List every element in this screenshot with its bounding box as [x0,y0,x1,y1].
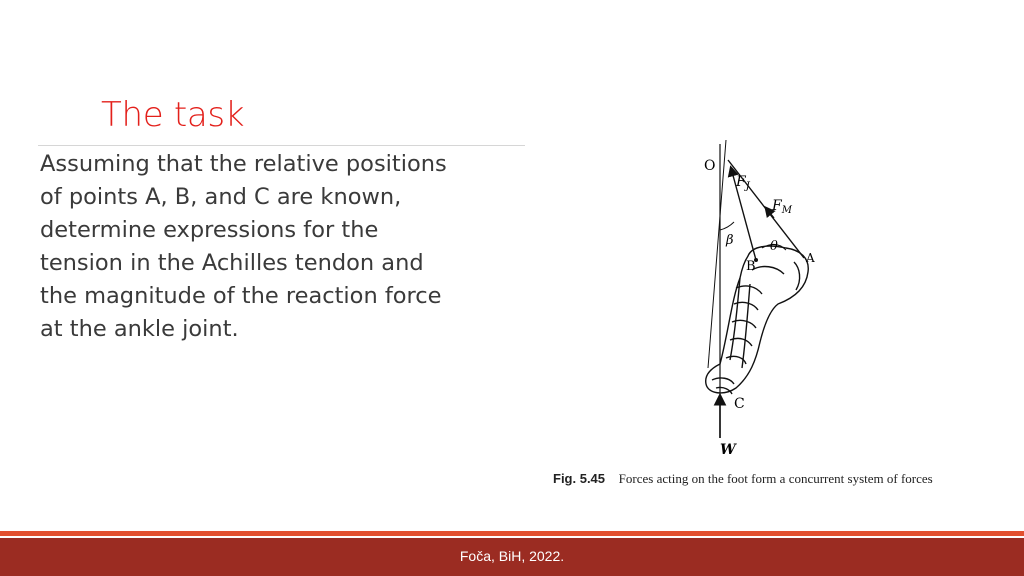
label-beta: β [726,233,734,248]
figure-caption [553,471,933,487]
task-description: Assuming that the relative positions of points A, B, and C are known, determine expressions for the tension in the Achilles tendon and the magnitude of the reaction force at the ankle joint. [40,151,447,342]
label-c: C [734,396,745,412]
foot-skeleton [706,246,809,394]
foot-diagram-svg [690,138,830,458]
label-theta: θ [770,239,778,254]
slide-title: The task [101,95,245,135]
figure-caption-text: Forces acting on the foot form a concurrent system of forces [618,471,933,486]
foot-force-diagram [690,138,830,463]
label-o: O [704,158,716,174]
footer-bar [0,538,1024,576]
footer-text: Foča, BiH, 2022. [459,548,565,564]
label-fj: $F_J$ [736,174,750,192]
title-divider [38,145,525,146]
figure-number: Fig. 5.45 [553,471,606,486]
label-a: A [806,251,815,265]
label-w: W [720,442,736,458]
footer-accent-line [0,531,1024,536]
beta-angle-arc [720,222,734,230]
label-b: B [746,259,756,274]
label-fm: $F_M$ [772,198,792,216]
